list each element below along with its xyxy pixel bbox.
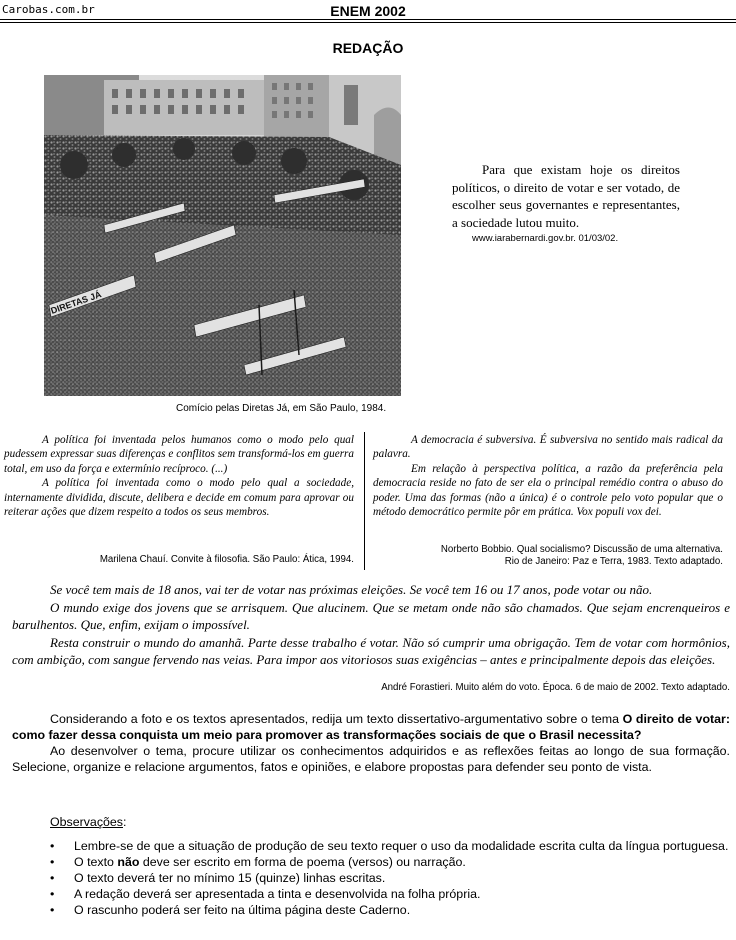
rally-photo	[44, 75, 401, 396]
section-title: REDAÇÃO	[332, 40, 404, 56]
bobbio-paragraph-1: A democracia é subversiva. É subversiva no sentido mais radical da palavra.	[373, 434, 723, 461]
essay-prompt	[12, 711, 730, 775]
observation-text: Lembre-se de que a situação de produção de seu texto requer o uso da modalidade escrita culta da língua portuguesa.	[74, 839, 729, 853]
prompt-intro: Considerando a foto e os textos apresentados, redija um texto dissertativo-argumentativo sobre o tema	[50, 712, 623, 726]
bobbio-source	[373, 544, 723, 568]
chaui-paragraph-2: A política foi inventada como o modo pelo qual a sociedade, internamente dividida, discute, delibera e decide em comum para aprovar ou reiterar ações que dizem respeito a todos os seus membros.	[4, 477, 354, 519]
bobbio-paragraph-2: Em relação à perspectiva política, a razão da preferência pela democracia reside no fato de ser ela o principal remédio contra o abuso do poder. Uma das formas (não a única) é o controle pelo voto popular que o método democrático permite pôr em prática. Vox populi vox dei.	[373, 462, 723, 519]
chaui-source: Marilena Chauí. Convite à filosofia. São Paulo: Ática, 1994.	[99, 554, 354, 565]
bullet: •	[50, 871, 55, 885]
observation-item	[50, 838, 730, 854]
chaui-text	[4, 433, 354, 519]
column-divider	[364, 432, 365, 570]
observation-text: O rascunho poderá ser feito na última página deste Caderno.	[74, 903, 411, 917]
bullet: •	[50, 903, 55, 917]
chaui-paragraph-1: A política foi inventada pelos humanos como o modo pelo qual pudessem expressar suas diferenças e conflitos sem transformá-los em guerra total, em uso da força e extermínio recíproco. (...)	[4, 434, 354, 475]
observation-text-before: O texto	[74, 855, 118, 869]
observation-item	[50, 886, 730, 902]
essay-theme: O direito de votar: como fazer dessa conquista um meio para promover as transformações sociais de que o Brasil necessita?	[12, 712, 730, 742]
rally-photo-image	[44, 75, 401, 396]
forastieri-paragraph-3: Resta construir o mundo do amanhã. Parte desse trabalho é votar. Não só cumprir uma obrigação. Tem de votar com hormônios, com ambição, com sangue fervendo nas veias. Para impor aos vitoriosos suas exigências – antes e principalmente depois das eleições.	[12, 634, 730, 667]
prompt-paragraph-1	[12, 711, 730, 743]
observation-item	[50, 854, 730, 870]
forastieri-text	[12, 581, 730, 669]
observation-item	[50, 902, 730, 918]
observations-list	[50, 838, 730, 918]
header-rule-secondary	[0, 22, 736, 23]
observations-title: Observações	[50, 815, 124, 829]
observations-heading	[50, 815, 126, 829]
photo-caption: Comício pelas Diretas Já, em São Paulo, 1984.	[176, 403, 387, 414]
bullet: •	[50, 887, 55, 901]
bullet: •	[50, 855, 55, 869]
forastieri-paragraph-2: O mundo exige dos jovens que se arrisquem. Que alucinem. Que se metam onde não são chamados. Que sejam encrenqueiros e barulhentos. Que, enfim, exijam o impossível.	[12, 599, 730, 632]
observations-colon: :	[123, 815, 127, 829]
quote-rights-source: www.iarabernardi.gov.br. 01/03/02.	[472, 233, 619, 244]
bobbio-source-line-1: Norberto Bobbio. Qual socialismo? Discussão de uma alternativa.	[440, 544, 723, 555]
exam-title: ENEM 2002	[330, 3, 406, 19]
observation-text: O texto deverá ter no mínimo 15 (quinze) linhas escritas.	[74, 871, 386, 885]
prompt-paragraph-2: Ao desenvolver o tema, procure utilizar os conhecimentos adquiridos e as reflexões feitas ao longo de sua formação. Selecione, organize e relacione argumentos, fatos e opiniões, e elabore propostas para defender seu ponto de vista.	[12, 744, 730, 774]
header-rule	[0, 19, 736, 20]
banner-text: DIRETAS JÁ	[49, 289, 103, 316]
site-name: Carobas.com.br	[2, 3, 95, 16]
bobbio-source-line-2: Rio de Janeiro: Paz e Terra, 1983. Texto adaptado.	[504, 556, 723, 567]
quote-rights-text: Para que existam hoje os direitos políticos, o direito de votar e ser votado, de escolher seus governantes e representantes, a sociedade lutou muito.	[452, 162, 680, 230]
quote-rights	[452, 161, 680, 231]
bullet: •	[50, 839, 55, 853]
observation-item	[50, 870, 730, 886]
observation-text-after: deve ser escrito em forma de poema (versos) ou narração.	[139, 855, 466, 869]
observation-emphasis: não	[117, 855, 140, 869]
forastieri-paragraph-1: Se você tem mais de 18 anos, vai ter de votar nas próximas eleições. Se você tem 16 ou 17 anos, pode votar ou não.	[50, 582, 653, 597]
bobbio-text	[373, 433, 723, 519]
forastieri-source: André Forastieri. Muito além do voto. Época. 6 de maio de 2002. Texto adaptado.	[381, 682, 730, 693]
observation-text: A redação deverá ser apresentada a tinta e desenvolvida na folha própria.	[74, 887, 481, 901]
